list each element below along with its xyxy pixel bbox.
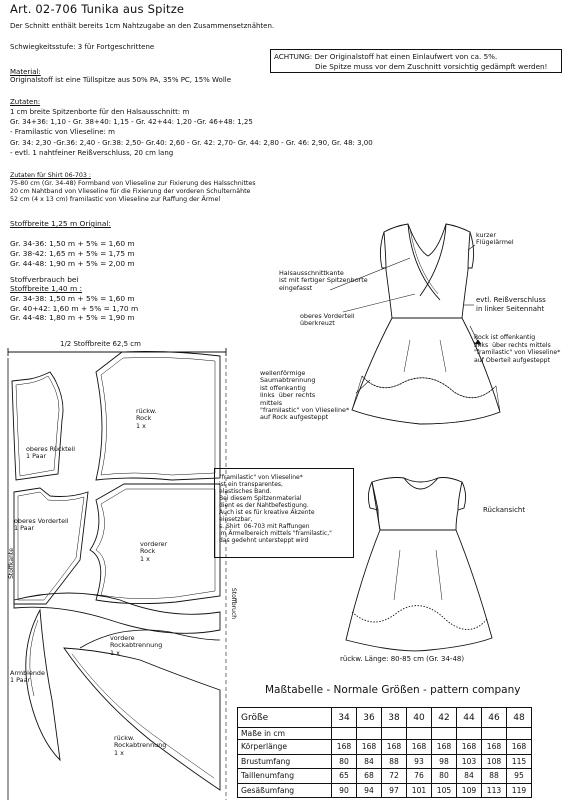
intro-text: Der Schnitt enthält bereits 1cm Nahtzugabe an den Zusammensetznähten.	[10, 22, 275, 30]
table-cell: 168	[382, 740, 407, 755]
table-cell: 113	[482, 783, 507, 798]
note-kurzer-aermel: kurzer Flügelärmel	[476, 231, 514, 247]
verbrauch-line: Gr. 44-48: 1,80 m + 5% = 1,90 m	[10, 313, 135, 323]
cutting-layout	[8, 348, 226, 800]
table-title: Maßtabelle - Normale Größen - pattern company	[265, 684, 521, 696]
row-label: Brustumfang	[238, 754, 332, 769]
note-rock-offenkantig: Rock ist offenkantig links über rechts mittels "framilastic" von Vlieseline* auf Oberteil aufgesteppt	[474, 334, 561, 364]
zutaten-line: Gr. 34+36: 1,10 - Gr. 38+40: 1,15 - Gr. 42+44: 1,20 -Gr. 46+48: 1,25	[10, 118, 253, 127]
material-text: Originalstoff ist eine Tüllspitze aus 50% PA, 35% PC, 15% Wolle	[10, 76, 232, 84]
table-cell: 65	[332, 769, 357, 784]
piece-label-vorderer-rock: vorderer Rock 1 x	[140, 540, 168, 563]
table-cell: 80	[332, 754, 357, 769]
row-label: Körperlänge	[238, 740, 332, 755]
material-heading: Material:	[10, 68, 41, 76]
table-cell: 80	[432, 769, 457, 784]
size-cell: 34	[332, 708, 357, 728]
note-vorderteil: oberes Vorderteil überkreuzt	[300, 312, 355, 328]
shirt-line: 75-80 cm (Gr. 34-48) Formband von Vlieseline zur Fixierung des Halsschnittes	[10, 180, 256, 187]
piece-label-rueckw-rock: rückw. Rock 1 x	[136, 407, 157, 430]
dress-back-illustration	[346, 478, 492, 651]
table-row	[238, 740, 532, 755]
framilastic-info-text: "framilastic" von Vlieseline* ist ein transparentes, elastisches Band. Bei diesem Spitzenmaterial dient es der Nahtbefestigung. Auch ist es für kreative Akzente einsetzbar, s. Shirt 06-703 mit Raffungen im Ärmelbereich mittels "framilastic," das gedehnt untersteppt wird	[219, 474, 332, 544]
table-cell: 97	[382, 783, 407, 798]
table-cell: 84	[357, 754, 382, 769]
table-cell: 101	[407, 783, 432, 798]
verbrauch-heading1: Stoffverbrauch bei	[10, 275, 79, 284]
piece-rueckw-rockabtrennung	[64, 648, 220, 790]
size-cell: 38	[382, 708, 407, 728]
table-cell: 90	[332, 783, 357, 798]
achtung-line1: ACHTUNG: Der Originalstoff hat einen Einlaufwert von ca. 5%.	[274, 52, 498, 61]
achtung-line2: Die Spitze muss vor dem Zuschnitt vorsichtig gedämpft werden!	[315, 62, 548, 71]
framilastic-info-box	[214, 468, 354, 558]
piece-label-armblende: Armblende 1 Paar	[10, 669, 45, 685]
zutaten-line: 1 cm breite Spitzenborte für den Halsausschnitt: m	[10, 108, 190, 116]
stoffbreite-line: Gr. 38-42: 1,65 m + 5% = 1,75 m	[10, 249, 135, 258]
piece-label-oberes-vorderteil: oberes Vorderteil 1 Paar	[14, 517, 69, 533]
piece-rueckw-rock	[96, 352, 220, 481]
stoffbreite-heading: Stoffbreite 1,25 m Original:	[10, 219, 111, 228]
table-cell: 168	[432, 740, 457, 755]
table-cell: 88	[482, 769, 507, 784]
page-title: Art. 02-706 Tunika aus Spitze	[10, 2, 185, 16]
verbrauch-heading2: Stoffbreite 1,40 m :	[10, 284, 83, 293]
table-cell: 94	[357, 783, 382, 798]
table-unit-row	[238, 728, 532, 740]
table-cell: 168	[332, 740, 357, 755]
zutaten-line: - Framilastic von Vlieseline: m	[10, 128, 115, 137]
table-cell: 105	[432, 783, 457, 798]
piece-oberes-vorderteil	[14, 488, 88, 604]
stoffbreite-line: Gr. 44-48: 1,90 m + 5% = 2,00 m	[10, 259, 135, 268]
table-cell: 68	[357, 769, 382, 784]
dress-front-illustration	[352, 224, 500, 424]
table-cell: 84	[457, 769, 482, 784]
header-label: Größe	[238, 708, 332, 728]
piece-oberes-rueckteil	[12, 372, 63, 480]
note-laenge: rückw. Länge: 80-85 cm (Gr. 34-48)	[340, 655, 465, 663]
note-rueckansicht: Rückansicht	[483, 506, 526, 514]
fold-left-label: Stoffkante	[7, 548, 15, 579]
size-cell: 44	[457, 708, 482, 728]
shirt-heading: Zutaten für Shirt 06-703 :	[10, 172, 91, 179]
verbrauch-line: Gr. 40+42: 1,60 m + 5% = 1,70 m	[10, 303, 139, 313]
piece-label-rueckw-rockabtrennung: rückw. Rockabtrennung 1 x	[114, 734, 167, 757]
unit-label: Maße in cm	[238, 728, 332, 740]
fold-right-label: Stoffbruch	[230, 587, 238, 620]
table-cell: 103	[457, 754, 482, 769]
note-halsausschnitt: Halsausschnittkante ist mit fertiger Spitzenborte eingefasst	[279, 269, 368, 292]
table-cell: 88	[382, 754, 407, 769]
size-cell: 36	[357, 708, 382, 728]
table-cell: 98	[432, 754, 457, 769]
shirt-line: 52 cm (4 x 13 cm) framilastic von Vlieseline zur Raffung der Ärmel	[10, 196, 221, 204]
layout-width-label: 1/2 Stoffbreite 62,5 cm	[60, 340, 141, 348]
size-table	[237, 707, 532, 798]
table-cell: 76	[407, 769, 432, 784]
table-cell: 168	[357, 740, 382, 755]
table-row	[238, 769, 532, 784]
zutaten-heading: Zutaten:	[10, 98, 41, 106]
stoffbreite-line: Gr. 34-36: 1,50 m + 5% = 1,60 m	[10, 239, 135, 248]
table-cell: 168	[507, 740, 532, 755]
table-header-row	[238, 708, 532, 728]
row-label: Gesäßumfang	[238, 783, 332, 798]
zutaten-line: Gr. 34: 2,30 -Gr.36: 2,40 - Gr.38: 2,50- Gr.40: 2,60 - Gr. 42: 2,70- Gr. 44: 2,80 - Gr. 46: 2,90, Gr. 48: 3,00	[10, 138, 373, 147]
size-cell: 46	[482, 708, 507, 728]
size-cell: 48	[507, 708, 532, 728]
table-cell: 95	[507, 769, 532, 784]
size-cell: 42	[432, 708, 457, 728]
table-cell: 72	[382, 769, 407, 784]
shirt-line: 20 cm Nahtband von Vlieseline für die Fixierung der vorderen Schulternähte	[10, 188, 251, 196]
piece-label-vordere-rockabtrennung: vordere Rockabtrennung 1 x	[110, 634, 163, 657]
piece-armblende	[26, 610, 60, 760]
piece-label-oberes-rueckteil: oberes Rückteil 1 Paar	[26, 445, 76, 461]
note-wellen: wellenförmige Saumabtrennung ist offenkantig links über rechts mittels "framilastic" von Vlieseline* auf Rock aufgesteppt	[260, 369, 350, 422]
table-row	[238, 754, 532, 769]
table-cell: 93	[407, 754, 432, 769]
table-row	[238, 783, 532, 798]
verbrauch-line: Gr. 34-38: 1,50 m + 5% = 1,60 m	[10, 294, 135, 303]
table-cell: 108	[482, 754, 507, 769]
size-cell: 40	[407, 708, 432, 728]
table-cell: 119	[507, 783, 532, 798]
difficulty-text: Schwiegkeitsstufe: 3 für Fortgeschrittene	[10, 43, 155, 51]
note-reissverschluss: evtl. Reißverschluss in linker Seitennaht	[476, 296, 546, 313]
table-cell: 115	[507, 754, 532, 769]
table-cell: 168	[482, 740, 507, 755]
table-cell: 168	[457, 740, 482, 755]
zutaten-line: - evtl. 1 nahtfeiner Reißverschluss, 20 cm lang	[10, 148, 174, 157]
table-cell: 168	[407, 740, 432, 755]
table-cell: 109	[457, 783, 482, 798]
row-label: Taillenumfang	[238, 769, 332, 784]
